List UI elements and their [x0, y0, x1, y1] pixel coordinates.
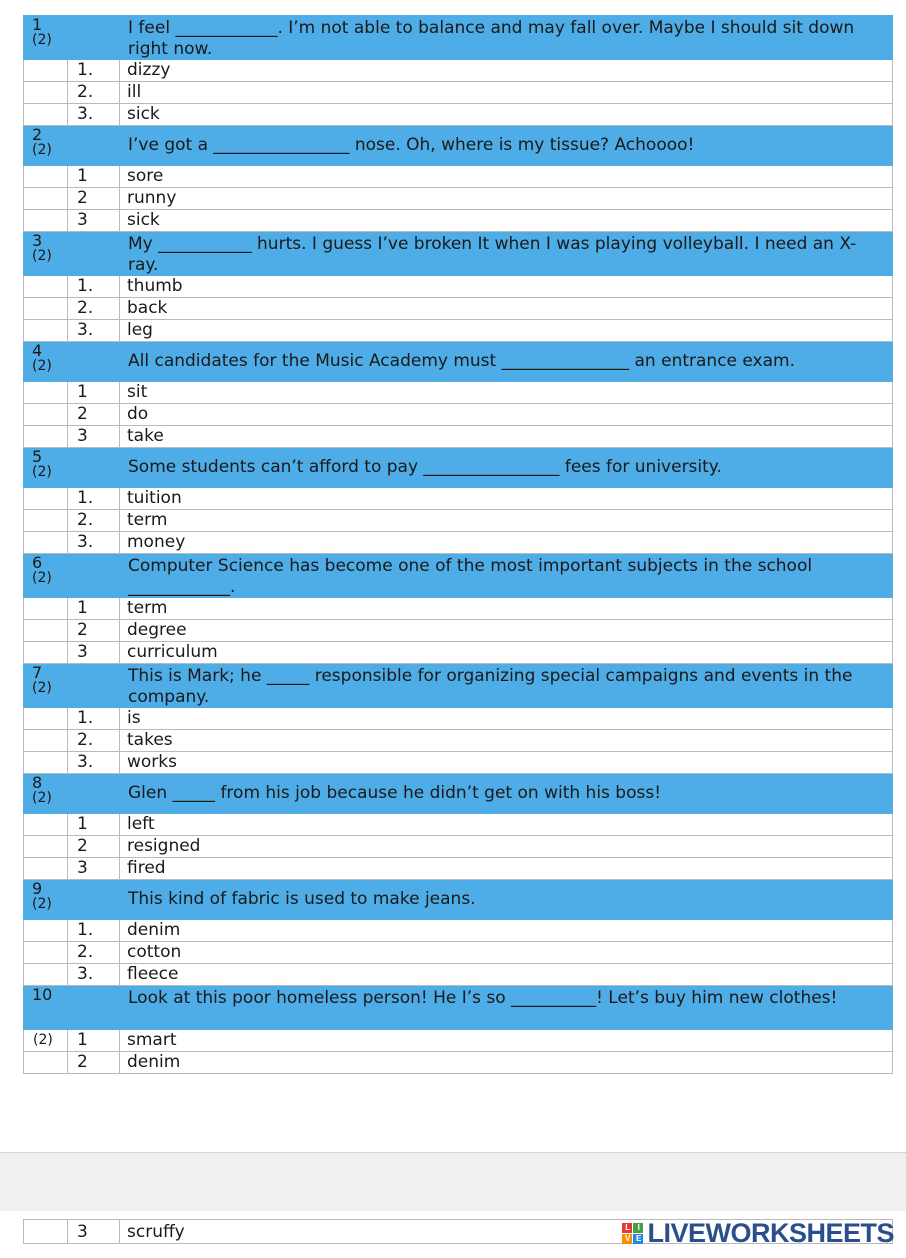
option-row[interactable]: [24, 730, 893, 752]
question-number: 9: [32, 879, 43, 898]
option-row[interactable]: [24, 82, 893, 104]
option-blank: [24, 708, 68, 730]
question-number-cell: [24, 986, 68, 1030]
option-number: 1: [68, 382, 120, 404]
option-row[interactable]: [24, 210, 893, 232]
option-text[interactable]: takes: [120, 730, 893, 752]
option-row[interactable]: [24, 920, 893, 942]
option-text[interactable]: scruffy: [120, 1220, 893, 1244]
option-blank: [24, 510, 68, 532]
question-spacer: [68, 880, 120, 920]
question-text: My ___________ hurts. I guess I’ve broken It when I was playing volleyball. I need an X-ray.: [120, 232, 893, 276]
option-number: 3.: [68, 104, 120, 126]
option-blank: [24, 942, 68, 964]
liveworksheets-logo[interactable]: [622, 1219, 894, 1247]
option-row[interactable]: [24, 814, 893, 836]
question-points: (2): [32, 570, 52, 586]
worksheet-page-2: [0, 1211, 906, 1258]
question-row: [24, 880, 893, 920]
logo-letter: E: [633, 1234, 643, 1244]
option-row[interactable]: [24, 532, 893, 554]
logo-letter: I: [633, 1223, 643, 1233]
question-row: [24, 774, 893, 814]
option-blank: [24, 276, 68, 298]
option-row[interactable]: [24, 858, 893, 880]
option-number: 3: [68, 858, 120, 880]
option-number: 2.: [68, 942, 120, 964]
option-text[interactable]: term: [120, 510, 893, 532]
option-row[interactable]: [24, 1030, 893, 1052]
question-row: [24, 342, 893, 382]
question-row: [24, 448, 893, 488]
option-number: 1: [68, 166, 120, 188]
option-number: 1: [68, 814, 120, 836]
option-text[interactable]: sick: [120, 104, 893, 126]
option-number: 2: [68, 836, 120, 858]
question-row: [24, 664, 893, 708]
question-points: (2): [32, 896, 52, 912]
question-spacer: [68, 126, 120, 166]
option-number: 3.: [68, 320, 120, 342]
option-blank: [24, 858, 68, 880]
question-number: 10: [32, 985, 53, 1004]
question-points: (2): [32, 142, 52, 158]
question-spacer: [68, 448, 120, 488]
question-spacer: [68, 16, 120, 60]
option-number: 1.: [68, 276, 120, 298]
option-number: 3: [68, 1220, 120, 1244]
option-text[interactable]: left: [120, 814, 893, 836]
question-text: This is Mark; he _____ responsible for organizing special campaigns and events in the company.: [120, 664, 893, 708]
question-number: 6: [32, 553, 43, 572]
option-row[interactable]: [24, 104, 893, 126]
option-number: 1.: [68, 488, 120, 510]
option-blank: [24, 82, 68, 104]
question-points: (2): [32, 32, 52, 48]
option-text[interactable]: resigned: [120, 836, 893, 858]
option-blank: [24, 620, 68, 642]
option-text[interactable]: thumb: [120, 276, 893, 298]
option-row[interactable]: [24, 752, 893, 774]
option-row[interactable]: [24, 320, 893, 342]
option-blank: [24, 1052, 68, 1074]
option-row[interactable]: [24, 404, 893, 426]
question-number-cell: [24, 554, 68, 598]
brand-logo-icon: [622, 1223, 643, 1244]
option-row[interactable]: [24, 382, 893, 404]
question-number-cell: [24, 664, 68, 708]
option-row[interactable]: [24, 620, 893, 642]
option-blank: [24, 730, 68, 752]
question-spacer: [68, 232, 120, 276]
option-text[interactable]: degree: [120, 620, 893, 642]
option-number: 2.: [68, 298, 120, 320]
logo-letter: L: [622, 1223, 632, 1233]
page-gap: [0, 1152, 906, 1211]
option-blank: [24, 598, 68, 620]
option-row[interactable]: [24, 298, 893, 320]
brand-name: LIVEWORKSHEETS: [647, 1217, 894, 1248]
quiz-body: [24, 16, 893, 1074]
option-text[interactable]: ill: [120, 82, 893, 104]
option-blank: [24, 814, 68, 836]
option-number: 2: [68, 404, 120, 426]
question-text: I feel ____________. I’m not able to balance and may fall over. Maybe I should sit down right now.: [120, 16, 893, 60]
option-number: 3.: [68, 532, 120, 554]
option-blank: [24, 60, 68, 82]
option-number: 3: [68, 426, 120, 448]
option-number: 2: [68, 620, 120, 642]
question-number-cell: [24, 16, 68, 60]
option-text[interactable]: is: [120, 708, 893, 730]
question-text: Computer Science has become one of the most important subjects in the school ____________.: [120, 554, 893, 598]
question-number: 3: [32, 231, 43, 250]
question-number-cell: [24, 126, 68, 166]
option-row[interactable]: [24, 964, 893, 986]
option-text[interactable]: runny: [120, 188, 893, 210]
question-text: I’ve got a ________________ nose. Oh, where is my tissue? Achoooo!: [120, 126, 893, 166]
option-text[interactable]: take: [120, 426, 893, 448]
question-points: (2): [32, 358, 52, 374]
option-row[interactable]: [24, 942, 893, 964]
question-spacer: [68, 774, 120, 814]
option-text[interactable]: money: [120, 532, 893, 554]
option-text[interactable]: denim: [120, 1052, 893, 1074]
question-points: (2): [32, 464, 52, 480]
option-blank: [24, 426, 68, 448]
question-number: 8: [32, 773, 43, 792]
option-row[interactable]: [24, 510, 893, 532]
question-row: [24, 986, 893, 1030]
question-number: 2: [32, 125, 43, 144]
option-blank: [24, 920, 68, 942]
option-row[interactable]: [24, 276, 893, 298]
question-points: (2): [32, 790, 52, 806]
option-blank: [24, 642, 68, 664]
question-number: 1: [32, 15, 43, 34]
option-number: 1.: [68, 60, 120, 82]
option-text[interactable]: tuition: [120, 488, 893, 510]
option-text[interactable]: denim: [120, 920, 893, 942]
option-text[interactable]: leg: [120, 320, 893, 342]
option-number: 1: [68, 1030, 120, 1052]
option-row[interactable]: [24, 188, 893, 210]
question-spacer: [68, 342, 120, 382]
option-row[interactable]: [24, 836, 893, 858]
option-text[interactable]: term: [120, 598, 893, 620]
option-row[interactable]: [24, 60, 893, 82]
question-spacer: [68, 554, 120, 598]
option-blank: [24, 188, 68, 210]
question-number: 4: [32, 341, 43, 360]
option-blank: [24, 104, 68, 126]
option-number: 3.: [68, 964, 120, 986]
option-number: 1: [68, 598, 120, 620]
question-text: Look at this poor homeless person! He I’s so __________! Let’s buy him new clothes!: [120, 986, 893, 1030]
option-text[interactable]: sit: [120, 382, 893, 404]
question-spacer: [68, 664, 120, 708]
option-text[interactable]: back: [120, 298, 893, 320]
option-row[interactable]: [24, 166, 893, 188]
question-text: This kind of fabric is used to make jeans.: [120, 880, 893, 920]
question-row: [24, 554, 893, 598]
option-blank: [24, 1220, 68, 1244]
option-blank: [24, 404, 68, 426]
question-row: [24, 126, 893, 166]
question-number-cell: [24, 448, 68, 488]
question-row: [24, 232, 893, 276]
option-row[interactable]: [24, 708, 893, 730]
option-number: 2: [68, 188, 120, 210]
option-row[interactable]: [24, 1052, 893, 1074]
question-text: All candidates for the Music Academy must _______________ an entrance exam.: [120, 342, 893, 382]
question-spacer: [68, 986, 120, 1030]
option-text[interactable]: smart: [120, 1030, 893, 1052]
question-number-cell: [24, 880, 68, 920]
quiz-table: [23, 15, 893, 1074]
option-text[interactable]: do: [120, 404, 893, 426]
option-text[interactable]: fleece: [120, 964, 893, 986]
option-blank: [24, 532, 68, 554]
question-points: (2): [32, 680, 52, 696]
option-number: 3: [68, 642, 120, 664]
option-blank: [24, 836, 68, 858]
option-number: 3: [68, 210, 120, 232]
option-blank: [24, 298, 68, 320]
option-blank: [24, 752, 68, 774]
option-row[interactable]: [24, 426, 893, 448]
question-row: [24, 16, 893, 60]
option-number: 1.: [68, 708, 120, 730]
option-row[interactable]: [24, 598, 893, 620]
question-number: 7: [32, 663, 43, 682]
logo-letter: V: [622, 1234, 632, 1244]
question-number-cell: [24, 774, 68, 814]
question-number: 5: [32, 447, 43, 466]
question-points: (2): [24, 1030, 68, 1052]
question-text: Glen _____ from his job because he didn’t get on with his boss!: [120, 774, 893, 814]
option-text[interactable]: sick: [120, 210, 893, 232]
option-blank: [24, 166, 68, 188]
question-text: Some students can’t afford to pay ________________ fees for university.: [120, 448, 893, 488]
option-text[interactable]: works: [120, 752, 893, 774]
option-row[interactable]: [24, 642, 893, 664]
option-blank: [24, 382, 68, 404]
option-text[interactable]: fired: [120, 858, 893, 880]
option-number: 2: [68, 1052, 120, 1074]
question-number-cell: [24, 232, 68, 276]
option-number: 2.: [68, 82, 120, 104]
question-points: (2): [32, 248, 52, 264]
option-number: 1.: [68, 920, 120, 942]
option-blank: [24, 210, 68, 232]
option-blank: [24, 320, 68, 342]
option-blank: [24, 488, 68, 510]
option-number: 3.: [68, 752, 120, 774]
option-text[interactable]: cotton: [120, 942, 893, 964]
option-text[interactable]: dizzy: [120, 60, 893, 82]
option-text[interactable]: sore: [120, 166, 893, 188]
option-row[interactable]: [24, 488, 893, 510]
option-text[interactable]: curriculum: [120, 642, 893, 664]
option-blank: [24, 964, 68, 986]
option-number: 2.: [68, 730, 120, 752]
question-number-cell: [24, 342, 68, 382]
option-number: 2.: [68, 510, 120, 532]
